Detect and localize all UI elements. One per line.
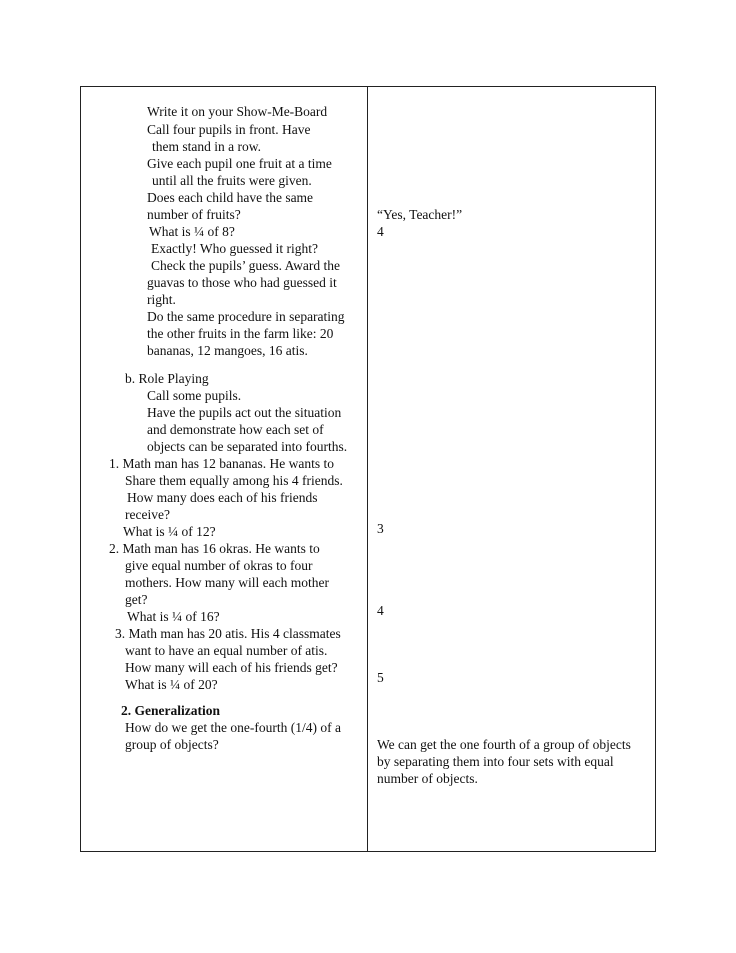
answer-quarter-of-20: 5 [377,670,384,685]
intro-line: Give each pupil one fruit at a time [147,156,332,171]
intro-line: Write it on your Show-Me-Board [147,104,328,119]
problem-line: 3. Math man has 20 atis. His 4 classmates [115,626,341,641]
intro-line: Exactly! Who guessed it right? [151,241,318,256]
role-line: objects can be separated into fourths. [147,439,348,454]
problem-line: How many will each of his friends get? [125,660,338,675]
generalization-question: group of objects? [125,737,219,752]
column-divider [367,87,368,851]
role-line: and demonstrate how each set of [147,422,324,437]
intro-line: number of fruits? [147,207,241,222]
problem-line: get? [125,592,148,607]
intro-line: Do the same procedure in separating [147,309,345,324]
role-line: Have the pupils act out the situation [147,405,342,420]
intro-line: Does each child have the same [147,190,314,205]
generalization-answer: by separating them into four sets with equal [377,754,614,769]
role-playing-heading: b. Role Playing [125,371,209,386]
answer-quarter-of-12: 3 [377,521,384,536]
problem-line: What is ¼ of 12? [123,524,216,539]
answer-quarter-of-8: 4 [377,224,384,239]
role-line: Call some pupils. [147,388,242,403]
intro-line: until all the fruits were given. [152,173,312,188]
intro-line: right. [147,292,176,307]
problem-line: How many does each of his friends [127,490,318,505]
problem-line: want to have an equal number of atis. [125,643,328,658]
answer-quarter-of-16: 4 [377,603,384,618]
generalization-heading: 2. Generalization [121,703,220,718]
answer-yes-teacher: “Yes, Teacher!” [377,207,463,222]
generalization-answer: number of objects. [377,771,478,786]
intro-line: What is ¼ of 8? [149,224,235,239]
problem-line: mothers. How many will each mother [125,575,329,590]
intro-line: Check the pupils’ guess. Award the [151,258,340,273]
intro-line: them stand in a row. [152,139,261,154]
problem-line: 1. Math man has 12 bananas. He wants to [109,456,334,471]
problem-line: receive? [125,507,170,522]
problem-line: What is ¼ of 20? [125,677,218,692]
generalization-answer: We can get the one fourth of a group of objects [377,737,631,752]
problem-line: What is ¼ of 16? [127,609,220,624]
problem-line: 2. Math man has 16 okras. He wants to [109,541,320,556]
problem-line: Share them equally among his 4 friends. [125,473,343,488]
generalization-question: How do we get the one-fourth (1/4) of a [125,720,341,735]
intro-line: the other fruits in the farm like: 20 [147,326,334,341]
problem-line: give equal number of okras to four [125,558,313,573]
intro-line: Call four pupils in front. Have [147,122,311,137]
intro-line: guavas to those who had guessed it [147,275,337,290]
lesson-table [80,86,656,852]
intro-line: bananas, 12 mangoes, 16 atis. [147,343,308,358]
